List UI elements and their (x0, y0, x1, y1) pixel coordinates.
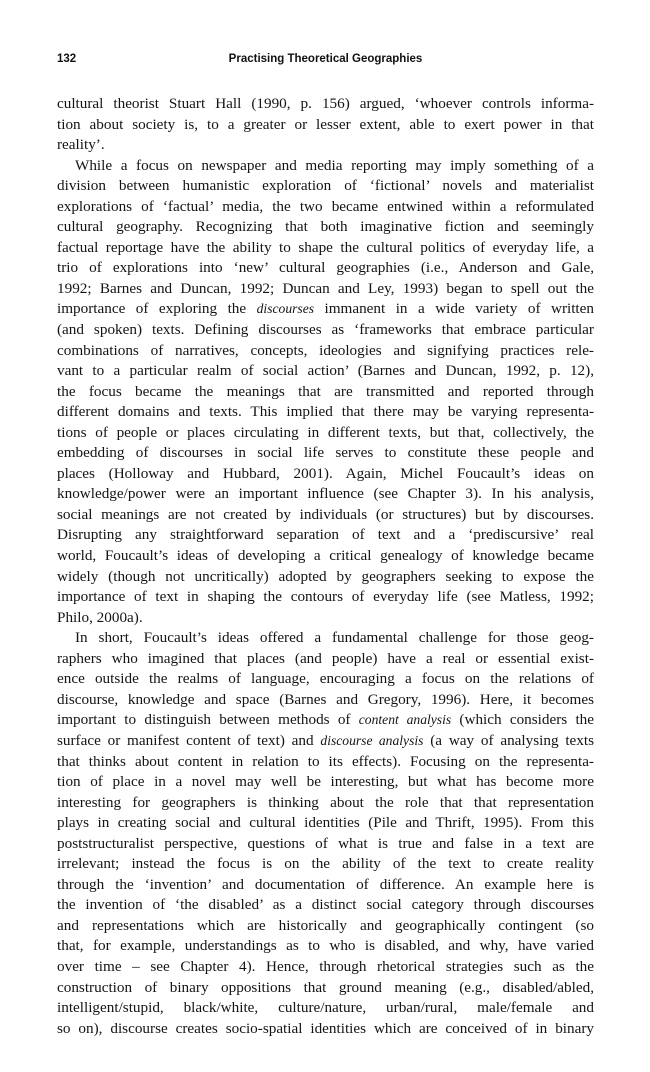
text-line: tion of place in a novel may well be interesting, but what has become more (57, 773, 594, 791)
text-line: the invention of ‘the disabled’ as a distinct social category through discourses (57, 896, 594, 914)
text-line: factual reportage have the ability to shape the cultural politics of everyday life, a (57, 238, 594, 256)
text-line: irrelevant; instead the focus is on the ability of the text to create reality (57, 855, 594, 873)
text-line: embedding of discourses in social life serves to constitute these people and (57, 444, 594, 462)
text-line: the focus became the meanings that are transmitted and reported through (57, 382, 594, 400)
text-line: tions of people or places circulating in different texts, but that, collectively, the (57, 423, 594, 441)
text-line: explorations of ‘factual’ media, the two became entwined within a reformulated (57, 197, 594, 215)
running-header (57, 53, 594, 71)
text-line: so on), discourse creates socio-spatial identities which are conceived of in binary (57, 1019, 594, 1037)
text-line: widely (though not uncritically) adopted by geographers seeking to expose the (57, 567, 594, 585)
text-line: tion about society is, to a greater or lesser extent, able to exert power in that (57, 115, 594, 133)
text-line: trio of explorations into ‘new’ cultural geographies (i.e., Anderson and Gale, (57, 259, 594, 277)
text-line: plays in creating social and cultural identities (Pile and Thrift, 1995). From this (57, 814, 594, 832)
text-line: cultural theorist Stuart Hall (1990, p. 156) argued, ‘whoever controls informa- (57, 95, 594, 112)
text-line: combinations of narratives, concepts, ideologies and signifying practices rele- (57, 341, 594, 359)
text-line: Philo, 2000a). (57, 608, 143, 626)
text-line: knowledge/power were an important influence (see Chapter 3). In his analysis, (57, 485, 594, 503)
text-line: intelligent/stupid, black/white, culture/nature, urban/rural, male/female and (57, 999, 594, 1017)
text-line: vant to a particular realm of social action’ (Barnes and Duncan, 1992, p. 12), (57, 362, 594, 380)
text-line: places (Holloway and Hubbard, 2001). Again, Michel Foucault’s ideas on (57, 464, 594, 482)
text-line: discourse, knowledge and space (Barnes and Gregory, 1996). Here, it becomes (57, 690, 594, 708)
text-line: Disrupting any straightforward separation of text and a ‘prediscursive’ real (57, 526, 594, 544)
text-line: world, Foucault’s ideas of developing a critical genealogy of knowledge became (57, 547, 594, 565)
text-line: that, for example, understandings as to who is disabled, and why, have varied (57, 937, 594, 955)
text-line: that thinks about content in relation to its effects). Focusing on the representa- (57, 752, 594, 770)
text-line: While a focus on newspaper and media reporting may imply something of a (75, 156, 594, 174)
text-line: social meanings are not created by individuals (or structures) but by discourses. (57, 505, 594, 523)
text-line: division between humanistic exploration of ‘fictional’ novels and materialist (57, 177, 594, 195)
text-line: surface or manifest content of text) and discourse analysis (a way of analysing texts (57, 731, 595, 749)
italic-term: discourse analysis (320, 732, 424, 748)
text-line: importance of exploring the discourses immanent in a wide variety of written (57, 300, 594, 318)
text-line: construction of binary oppositions that ground meaning (e.g., disabled/abled, (57, 978, 594, 996)
italic-term: content analysis (358, 712, 452, 728)
text-line: different domains and texts. This implied that there may be varying representa- (57, 403, 594, 421)
text-line: reality’. (57, 136, 105, 154)
text-line: In short, Foucault’s ideas offered a fundamental challenge for those geog- (75, 629, 594, 647)
text-line: poststructuralist perspective, questions of what is true and false in a text are (57, 834, 594, 852)
text-line: over time – see Chapter 4). Hence, through rhetorical strategies such as the (57, 957, 594, 975)
text-line: 1992; Barnes and Duncan, 1992; Duncan and Ley, 1993) began to spell out the (57, 279, 594, 297)
text-line: cultural geography. Recognizing that both imaginative fiction and seemingly (57, 218, 594, 236)
page-number: 132 (57, 53, 77, 65)
text-line: interesting for geographers is thinking about the role that that representation (57, 793, 594, 811)
running-title: Practising Theoretical Geographies (228, 53, 423, 65)
text-line: ence outside the realms of language, encouraging a focus on the relations of (57, 670, 594, 688)
text-line: (and spoken) texts. Defining discourses as ‘frameworks that embrace particular (57, 321, 594, 339)
text-line: important to distinguish between methods of content analysis (which considers the (57, 711, 595, 729)
text-line: through the ‘invention’ and documentation of difference. An example here is (57, 875, 594, 893)
text-line: and representations which are historically and geographically contingent (so (57, 916, 594, 934)
italic-term: discourses (256, 301, 315, 317)
text-line: raphers who imagined that places (and people) have a real or essential exist- (57, 649, 594, 667)
body-text (57, 94, 594, 1039)
text-line: importance of text in shaping the contours of everyday life (see Matless, 1992; (57, 588, 594, 606)
